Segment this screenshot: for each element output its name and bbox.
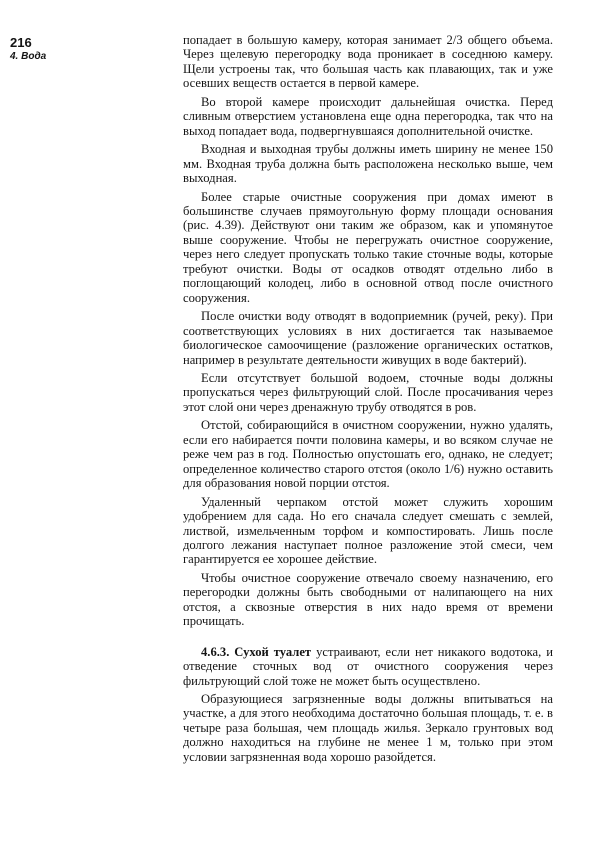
page-number: 216 — [10, 35, 32, 50]
paragraph: Во второй камере происходит дальнейшая очистка. Перед сливным отверстием установлена еще одна перегородка, так что на выход попадает вода, подвергнувшаяся дополнительной очистке. — [183, 94, 553, 138]
section-lead-text: устраивают, если нет никакого водотока, и отведение сточных вод от очистного сооружения через фильтрующий слой тоже не может быть осуществлено. — [183, 644, 553, 688]
paragraph: Образующиеся загрязненные воды должны впитываться на участке, а для этого необходима достаточно большая площадь, т. е. в четыре раза большая, чем площадь жилья. Зеркало грунтовых вод должно находиться на глубине не менее 1 м, только при этом условии загрязненная вода хорошо разойдется. — [183, 692, 553, 764]
running-header — [10, 36, 46, 62]
paragraph: Удаленный черпаком отстой может служить хорошим удобрением для сада. Но его сначала следует смешать с землей, листвой, измельченным торфом и компостировать. Лишь после долгого лежания наступает полное разложение этой смеси, чем гарантируется ее хорошее действие. — [183, 494, 553, 567]
body-text — [183, 33, 553, 768]
paragraph: Входная и выходная трубы должны иметь ширину не менее 150 мм. Входная труба должна быть расположена несколько выше, чем выходная. — [183, 142, 553, 186]
section-heading: 4.6.3. Сухой туалет — [201, 644, 312, 659]
paragraph: После очистки воду отводят в водоприемник (ручей, реку). При соответствующих условиях в них достигается так называемое биологическое самоочищение (разложение органических остатков, например в результате деятельности живущих в воде бактерий). — [183, 309, 553, 367]
paragraph: Отстой, собирающийся в очистном сооружении, нужно удалять, если его набирается почти половина камеры, и во всяком случае не реже чем раз в год. Полностью опустошать его, однако, не следует; определенное количество старого отстоя (около 1/6) нужно оставить для образования новой порции отстоя. — [183, 418, 553, 491]
paragraph: Чтобы очистное сооружение отвечало своему назначению, его перегородки должны быть свободными от налипающего на них отстоя, а сквозные отверстия в них надо время от времени прочищать. — [183, 570, 553, 629]
paragraph: попадает в большую камеру, которая занимает 2/3 общего объема. Через щелевую перегородку вода проникает в соседнюю камеру. Щели устроены так, что большая часть как плавающих, так и уже осевших веществ остается в первой камере. — [183, 33, 553, 91]
section-paragraph — [183, 645, 553, 688]
paragraph: Если отсутствует большой водоем, сточные воды должны пропускаться через фильтрующий слой. После просачивания через этот слой они через дренажную трубу отводятся в ров. — [183, 370, 553, 414]
chapter-title: 4. Вода — [10, 50, 47, 62]
paragraph: Более старые очистные сооружения при домах имеют в большинстве случаев прямоугольную форму площади основания (рис. 4.39). Действуют они таким же образом, как и упомянутое выше сооружение. Чтобы не перегружать очистное сооружение, через него следует пропускать только такие сточные воды, которые требуют очистки. Воды от осадков отводят отдельно либо в поглощающий колодец, либо в основной отвод после очистного сооружения. — [183, 189, 553, 305]
